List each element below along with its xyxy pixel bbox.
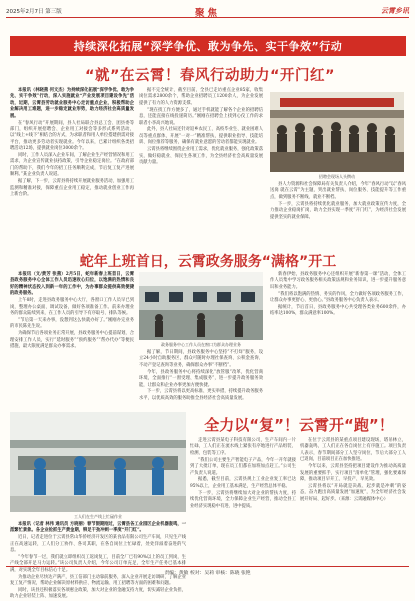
article3-col2 [190,438,296,564]
article1-para: 此外，县人社局还针对返乡农民工、高校毕业生、就业困难人员等重点群体，开展“一对一”精准帮扶，提供职业指导、技能培训、岗位推荐等服务，确保有就业意愿的劳动者都能实现就业。 [139,127,264,146]
article1-para: 本报讯（林晓燕 何文杰）为持续深化拓展“深学争优、敢为争先、实干争效”行动，深入实施就业“产业发展项目建设争先”活动，近期，云霄县劳动就业服务中心走访重点企业，积极帮助企业解决用工难题，进一步稳定就业形势，助力经济社会高质量发展。 [10,88,134,119]
article3-para: 近日，记者走进位于云霄县常山华侨经济开发区的某食品有限公司生产车间，只见生产线正在高速运转，工人们分工协作、各司其职，在各自岗位上忙碌着，处处洋溢着奋进的气息。 [10,535,186,554]
article3-col1 [10,522,186,600]
article3-para: 同时，该县还积极落实各项惠企政策，加大对企业的金融支持力度，切实减轻企业负担，助力企业轻装上阵、加速发展。 [10,588,186,600]
article3-photo-caption: 工人们在生产线上忙碌作业 [74,514,122,519]
article2-photo [139,272,263,340]
article2-para: 下一步，云霄县将以更高标准、更实举措，持续提升政务服务水平，以优质高效的服务助推全县经济社会高质量发展。 [139,389,264,401]
article2-para: “我们将以饱满的热情、务实的作风，全力做好各项政务服务工作，让群众办事更舒心、更放心。”县政务服务中心负责人表示。 [270,291,406,304]
article1-para: 据了解，下一步，云霄县将持续开展就业服务活动，加强用工监测和精准对接，保障重点企业用工稳定，推动就业创业工作再上新台阶。 [10,179,135,197]
article3-para: 走进云霄县某电子科技有限公司，生产车间内一片忙碌，工人们正在流水线上紧张有序地进行产品组装、检测、包装等工序。 [190,438,296,456]
article2-photo-caption: 政务服务中心工作人员在窗口为群众办理业务 [161,342,241,347]
article3-para: 据悉，截至目前，云霄县规上工业企业复工率已达95%以上，企业用工基本满足，生产经营总体平稳。 [190,477,296,489]
article1-col2 [139,88,263,240]
page-header [6,5,409,18]
banner-text: 持续深化拓展“深学争优、敢为争先、实干争效”行动 [73,40,343,53]
service-hall-photo [139,272,263,340]
article1-para: 据不完全统计，截至目前，全县已走访重点企业85家，收集岗位需求2800余个，帮助企业招聘员工1200余人，为企业发展提供了有力的人力资源支撑。 [139,88,263,106]
article2-headline: 蛇年上班首日，云霄政务服务“满格”开工 [79,254,337,270]
article1-photo [270,92,404,172]
article1-para: “现在找工作方便多了，通过手机就能了解各个企业的招聘信息，还能直接在线投递简历。”刚刚在招聘会上找到心仪工作的求职者小李高兴地说。 [139,107,263,126]
article3-para: 云霄县将以“开局就是决战、起步就是冲刺”的姿态，奋力跑出高质量发展“加速度”，为全年经济社会发展开好局、起好步。（来源：云霄融媒体中心） [300,483,406,502]
article2-col3 [270,272,406,406]
article1-para: 同时，工作人员深入企业车间，了解企业生产经营情况和用工需求，为企业宣传就业扶持政策，引导企业稳定岗位。“在政府部门的帮助下，我们今年的招工任务顺利完成，节后复工复产进展顺利。”某企业负责人说道。 [10,153,135,178]
article3-para: “我们公司主要生产智能电子产品，今年一开年就接到了大批订单，现在员工们都在加班加点赶工。”公司生产负责人说道。 [190,457,296,476]
theme-banner [10,36,406,56]
article3-para: 在位于云霄县的某重点项目建设现场，塔吊林立，机器轰鸣，工人们正在各自岗位上有序施工。项目负责人表示，春节期间部分工人坚守岗位，节后大部分工人已返岗，目前项目正在加快推进。 [300,438,406,463]
article3-para: 本报讯（记者 林伟 通讯员 方晓丽）春节假期刚过，云霄县各工业园区企业机器轰鸣，一派繁忙景象。各企业抢抓生产黄金期，铆足干劲冲刺一季度“开门红”。 [10,522,186,534]
article3-col3 [300,438,406,564]
article3-para: “今年春节一过，我们就立即组织员工返岗复工，目前全厂已有90%以上的员工到岗，生产线全部开足马力运转。”该公司负责人介绍，今年公司订单充足，全年生产任务已基本排满，对实现全年目标信心十足。 [10,555,186,573]
article3-para: 下一步，云霄县将继续加大对企业的帮扶力度，持续优化营商环境，全力保障企业生产经营，推动全县工业经济实现稳中有进、进中提质。 [190,490,296,509]
article1-headline: “就”在云霄！春风行动助力“开门红” [84,68,336,84]
article1-photo-caption: 招聘会现场人头攒动 [319,174,355,179]
article3-para: 今年以来，云霄县坚持把项目建设作为推动高质量发展的重要抓手，实行项目“清单化”管理，强化要素保障，推动项目早开工、早投产、早见效。 [300,464,406,482]
article3-photo [10,412,186,512]
article2-para: 据了解，节日期间，县政务服务中心坚持“不打烊”服务，设立24小时自助服务区，群众可随时办理社保查询、公积金查询、不动产登记查询等业务，确保群众办事“不断档”。 [139,350,263,368]
article1-col1 [10,88,134,240]
article2-col1 [10,272,134,398]
recruitment-fair-photo [270,92,404,172]
article1-para: 县人力资源和社会保障局有关负责人介绍，今年“春风行动”以“春风送岗 就在云霄”为主题，突出就业帮扶、岗位服务、技能提升等工作重点，做到服务不断线、就业不断档。 [270,182,406,200]
article2-para: 今年，县政务服务中心将持续深化“放管服”改革，优化营商环境，全面推行“一窗受理、集成服务”，进一步提升政务服务效能，让群众和企业办事更加方便快捷。 [139,369,263,388]
article2-col2 [139,350,263,406]
article2-para: 新春伊始，县政务服务中心还组织开展“新春第一课”活动，全体工作人员集中学习政务服务相关政策法规和业务知识，进一步提升服务意识和业务能力。 [270,272,406,290]
article1-para: 下一步，云霄县将持续优化就业服务，加大就业政策宣传力度，全力推动企业稳岗扩岗，助力全县实现一季度“开门红”，为经济社会发展提供坚实的就业保障。 [270,201,406,220]
paper-name: 云霄乡讯 [381,6,409,15]
article3-para: 为推动企业尽快达产满产，县工信部门主动靠前服务，深入企业开展走访调研，了解企业复工复产情况，帮助企业解决原材料供应、物流运输、用工招聘等方面的困难和问题。 [10,574,186,587]
article3-headline: 全力以“复”！云霄开“跑”！ [204,416,394,434]
article1-para: 在“春风行动”开展期间，县人社局联合县总工会、团县委等部门，组织开展招聘会、企业用工对接会等多形式系列活动，以“线上+线下”相结合的方式，为求职者和用人单位搭建供需对接平台，推动更多劳动者实现就业。今年以来，已累计组织各类招聘活动12场，提供就业岗位3000余个。 [10,120,135,152]
page-footer: 责编：黄敏 校对：吴莉 审核：陈晓 张艳 [6,566,409,576]
article2-para: 据统计，节后首日，县政务服务中心共受理各类业务600余件，办结率达100%，群众满意率100%。 [270,305,406,317]
factory-workshop-photo [10,412,186,512]
section-title: 聚焦 [194,8,221,19]
issue-date: 2025年2月7日 第三版 [6,9,62,15]
article1-para: 云霄县将继续围绕企业用工需求，优化就业服务，强化政策落实，做好稳就业、保民生各项工作，为全县经济社会高质量发展贡献力量。 [139,147,264,165]
article2-para: “节后第一天来办事，没想到这么快就办好了。”刚刚办完业务的市民陈先生说。 [10,317,134,330]
article1-col3 [270,182,406,242]
article2-para: 为确保节后各项业务正常开展，县政务服务中心提前谋划，合理安排工作人员，实行“延时服务”“预约服务”“帮办代办”等便民措施，最大限度满足群众办事需求。 [10,331,135,349]
article2-para: 上午8时，走进县政务服务中心大厅，各窗口工作人员早已到岗，整理办公桌面、调试设备，做好各项准备工作。前来办理业务的群众陆续到来，在工作人员的引导下有序取号、排队等候。 [10,298,134,316]
article2-para: 本报讯（文/黄芳 张燕）2月5日，蛇年新春上班首日，云霄县政务服务中心全体工作人员迅速收心归位，以饱满的热情和良好的精神状态投入到新一年的工作中，为办事群众提供高效便捷的政务服务。 [10,272,134,297]
